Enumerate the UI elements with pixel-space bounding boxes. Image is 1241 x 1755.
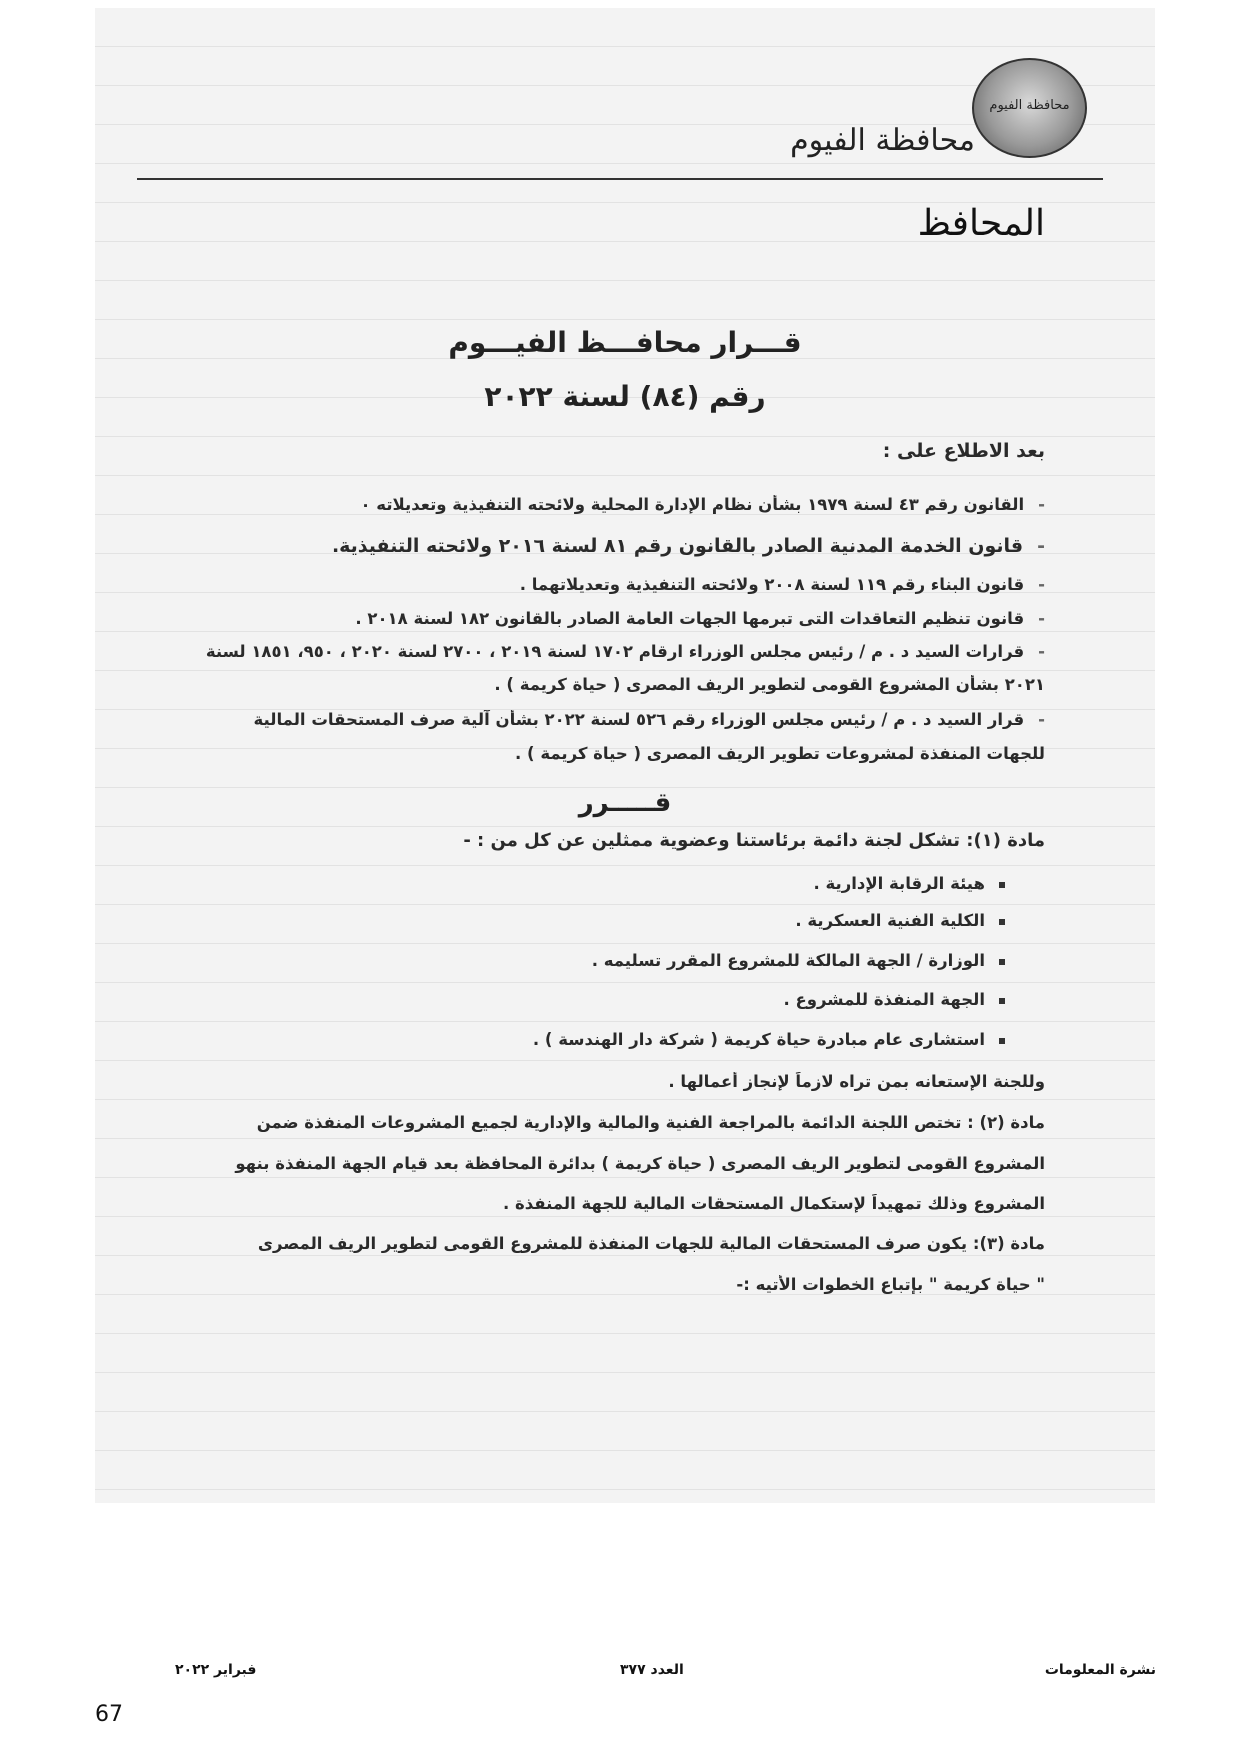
consideration-item: -القانون رقم ٤٣ لسنة ١٩٧٩ بشأن نظام الإدارة المحلية ولائحته التنفيذية وتعديلاته ٠ bbox=[360, 495, 1045, 514]
governorate-emblem-icon bbox=[972, 58, 1087, 158]
bullet-icon bbox=[999, 919, 1005, 925]
article-3-line: " حياة كريمة " بإتباع الخطوات الأتيه :- bbox=[736, 1275, 1045, 1294]
decree-title: قـــرار محافـــظ الفيـــوم bbox=[448, 326, 802, 359]
governorate-name: محافظة الفيوم bbox=[790, 123, 975, 158]
bullet-icon bbox=[999, 1038, 1005, 1044]
scanned-page bbox=[95, 8, 1155, 1503]
decree-number: رقم (٨٤) لسنة ٢٠٢٢ bbox=[484, 380, 766, 413]
consideration-item: -قانون الخدمة المدنية الصادر بالقانون رقم ٨١ لسنة ٢٠١٦ ولائحته التنفيذية. bbox=[331, 535, 1045, 557]
bullet-icon bbox=[999, 882, 1005, 888]
consideration-item: -قانون تنظيم التعاقدات التى تبرمها الجهات العامة الصادر بالقانون ١٨٢ لسنة ٢٠١٨ . bbox=[355, 609, 1045, 628]
consideration-continuation: للجهات المنفذة لمشروعات تطوير الريف المصرى ( حياة كريمة ) . bbox=[515, 744, 1045, 763]
footer-issue: العدد ٣٧٧ bbox=[620, 1662, 684, 1678]
consideration-continuation: ٢٠٢١ بشأن المشروع القومى لتطوير الريف المصرى ( حياة كريمة ) . bbox=[494, 675, 1045, 694]
footer-publication: نشرة المعلومات bbox=[1044, 1662, 1156, 1678]
footer-date: فبراير ٢٠٢٢ bbox=[175, 1662, 257, 1678]
list-item: الكلية الفنية العسكرية . bbox=[795, 911, 1005, 930]
article-1-closing: وللجنة الإستعانه بمن تراه لازماً لإنجاز أعمالها . bbox=[668, 1072, 1045, 1091]
list-item: الجهة المنفذة للمشروع . bbox=[783, 990, 1005, 1009]
header-divider bbox=[137, 178, 1103, 180]
consideration-item: -قرار السيد د . م / رئيس مجلس الوزراء رقم ٥٢٦ لسنة ٢٠٢٢ بشأن آلية صرف المستحقات المالية bbox=[253, 710, 1045, 729]
after-review-heading: بعد الاطلاع على : bbox=[882, 440, 1045, 462]
consideration-item: -قانون البناء رقم ١١٩ لسنة ٢٠٠٨ ولائحته التنفيذية وتعديلاتهما . bbox=[519, 575, 1045, 594]
article-3-line: مادة (٣): يكون صرف المستحقات المالية للجهات المنفذة للمشروع القومى لتطوير الريف المصرى bbox=[257, 1234, 1045, 1253]
list-item: هيئة الرقابة الإدارية . bbox=[813, 874, 1005, 893]
list-item: استشارى عام مبادرة حياة كريمة ( شركة دار الهندسة ) . bbox=[533, 1030, 1005, 1049]
list-item: الوزارة / الجهة المالكة للمشروع المقرر تسليمه . bbox=[592, 951, 1005, 970]
bullet-icon bbox=[999, 959, 1005, 965]
emblem-text: محافظة الفيوم bbox=[989, 98, 1070, 113]
article-2-line: المشروع وذلك تمهيداً لإستكمال المستحقات المالية للجهة المنفذة . bbox=[502, 1194, 1045, 1213]
consideration-item: -قرارات السيد د . م / رئيس مجلس الوزراء ارقام ١٧٠٢ لسنة ٢٠١٩ ، ٢٧٠٠ لسنة ٢٠٢٠ ، ٩٥٠، ١٨٥١ لسنة bbox=[205, 642, 1045, 661]
page-number: 67 bbox=[95, 1702, 123, 1727]
bullet-icon bbox=[999, 998, 1005, 1004]
office-title: المحافظ bbox=[917, 203, 1045, 244]
decides-heading: قـــــرر bbox=[578, 788, 672, 818]
article-2-line: المشروع القومى لتطوير الريف المصرى ( حياة كريمة ) بدائرة المحافظة بعد قيام الجهة المنفذة بنهو bbox=[235, 1154, 1045, 1173]
article-1-intro: مادة (١): تشكل لجنة دائمة برئاستنا وعضوية ممثلين عن كل من : - bbox=[463, 830, 1045, 851]
article-2-line: مادة (٢) : تختص اللجنة الدائمة بالمراجعة الفنية والمالية والإدارية لجميع المشروعات المنفذة ضمن bbox=[256, 1113, 1045, 1132]
